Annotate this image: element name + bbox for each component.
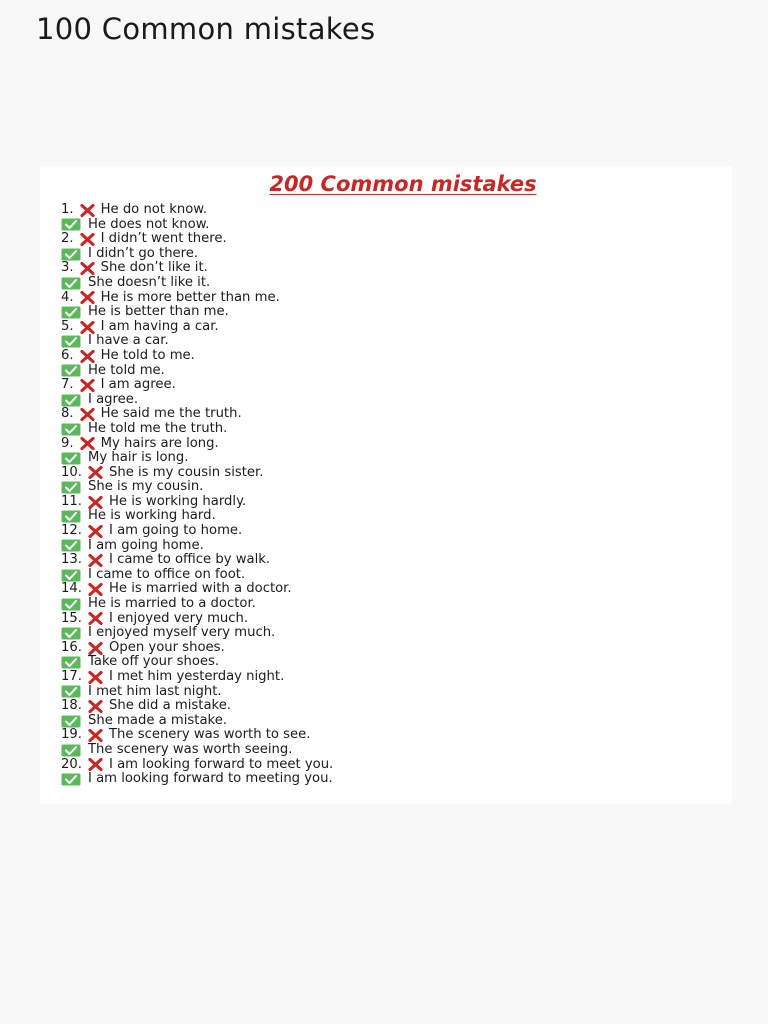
correct-sentence-row [61,685,333,700]
correct-sentence: I agree. [88,391,139,407]
wrong-sentence-row [61,203,333,218]
cross-mark-icon [87,466,104,479]
correct-sentence: Take off your shoes. [88,654,220,670]
item-number: 5. [61,318,74,334]
check-box-icon [61,685,81,698]
check-box-icon [61,218,81,231]
wrong-sentence-row [61,612,333,627]
wrong-sentence: I came to office by walk. [108,552,271,568]
check-box-icon [61,452,81,465]
cross-mark-icon [79,408,96,421]
cross-mark-icon [87,525,104,538]
check-box-icon [61,277,81,290]
correct-sentence-row [61,743,333,758]
item-number: 14. [61,581,82,597]
check-box-icon [61,744,81,757]
check-box-icon [61,569,81,582]
wrong-sentence-row [61,582,333,597]
correct-sentence-row [61,451,333,466]
correct-sentence-row [61,480,333,495]
cross-mark-icon [87,758,104,771]
check-box-icon [61,510,81,523]
wrong-sentence-row [61,524,333,539]
correct-sentence: He told me the truth. [88,420,228,436]
correct-sentence-row [61,655,333,670]
correct-sentence-row [61,714,333,729]
correct-sentence-row [61,305,333,320]
item-number: 18. [61,698,82,714]
item-number: 4. [61,289,74,305]
check-box-icon [61,248,81,261]
wrong-sentence: She is my cousin sister. [108,464,264,480]
check-box-icon [61,423,81,436]
correct-sentence-row [61,364,333,379]
wrong-sentence-row [61,349,333,364]
check-box-icon [61,364,81,377]
wrong-sentence: The scenery was worth to see. [108,727,311,743]
item-number: 8. [61,406,74,422]
item-number: 1. [61,202,74,217]
correct-sentence: She is my cousin. [88,479,204,495]
wrong-sentence: She did a mistake. [108,698,231,714]
wrong-sentence-row [61,758,333,773]
check-box-icon [61,306,81,319]
correct-sentence: He is better than me. [88,304,229,320]
item-number: 19. [61,727,82,743]
wrong-sentence: Open your shoes. [108,639,225,655]
correct-sentence: I came to office on foot. [88,566,246,582]
cross-mark-icon [87,496,104,509]
cross-mark-icon [79,262,96,275]
item-number: 17. [61,669,82,684]
check-box-icon [61,656,81,669]
item-number: 2. [61,231,74,247]
correct-sentence-row [61,509,333,524]
item-number: 6. [61,347,74,363]
cross-mark-icon [87,700,104,713]
item-number: 7. [61,377,74,393]
item-number: 16. [61,639,82,655]
wrong-sentence-row [61,407,333,422]
cross-mark-icon [87,554,104,567]
mistakes-list [61,203,333,787]
item-number: 15. [61,610,82,626]
correct-sentence-row [61,539,333,554]
wrong-sentence-row [61,232,333,247]
correct-sentence: He is married to a doctor. [88,596,256,612]
correct-sentence-row [61,247,333,262]
wrong-sentence: I am having a car. [100,318,219,334]
correct-sentence-row [61,626,333,641]
correct-sentence-row [61,276,333,291]
correct-sentence-row [61,393,333,408]
cross-mark-icon [79,204,96,217]
cross-mark-icon [87,642,104,655]
correct-sentence-row [61,218,333,233]
cross-mark-icon [79,379,96,392]
check-box-icon [61,481,81,494]
cross-mark-icon [79,321,96,334]
correct-sentence: He is working hard. [88,508,216,524]
wrong-sentence: He is working hardly. [108,493,247,509]
correct-sentence-row [61,772,333,787]
page-title: 100 Common mistakes [36,12,376,46]
wrong-sentence: He is married with a doctor. [108,581,292,597]
correct-sentence: I have a car. [88,333,169,349]
cross-mark-icon [87,729,104,742]
wrong-sentence: My hairs are long. [100,435,219,451]
wrong-sentence: He do not know. [100,202,208,217]
correct-sentence: She doesn’t like it. [88,274,211,290]
check-box-icon [61,715,81,728]
correct-sentence-row [61,597,333,612]
wrong-sentence-row [61,728,333,743]
wrong-sentence-row [61,495,333,510]
cross-mark-icon [87,671,104,684]
correct-sentence: I met him last night. [88,683,222,699]
wrong-sentence: I am looking forward to meet you. [108,756,334,772]
correct-sentence: I enjoyed myself very much. [88,625,276,641]
correct-sentence-row [61,334,333,349]
correct-sentence: I didn’t go there. [88,245,199,261]
correct-sentence-row [61,568,333,583]
wrong-sentence-row [61,261,333,276]
correct-sentence: She made a mistake. [88,712,228,728]
cross-mark-icon [79,437,96,450]
correct-sentence: I am looking forward to meeting you. [88,771,333,787]
wrong-sentence-row [61,553,333,568]
correct-sentence: The scenery was worth seeing. [88,741,293,757]
item-number: 3. [61,260,74,276]
correct-sentence: He told me. [88,362,165,378]
item-number: 20. [61,756,82,772]
item-number: 11. [61,493,82,509]
wrong-sentence: I am agree. [100,377,176,393]
check-box-icon [61,394,81,407]
wrong-sentence: She don’t like it. [100,260,208,276]
correct-sentence-row [61,422,333,437]
cross-mark-icon [87,612,104,625]
check-box-icon [61,335,81,348]
document-heading: 200 Common mistakes [269,172,537,196]
wrong-sentence-row [61,466,333,481]
item-number: 12. [61,523,82,539]
wrong-sentence: He told to me. [100,347,195,363]
check-box-icon [61,598,81,611]
wrong-sentence-row [61,670,333,685]
item-number: 13. [61,552,82,568]
check-box-icon [61,627,81,640]
wrong-sentence-row [61,699,333,714]
correct-sentence: He does not know. [88,216,210,232]
document-image [40,166,732,804]
wrong-sentence: I enjoyed very much. [108,610,249,626]
wrong-sentence: He said me the truth. [100,406,242,422]
cross-mark-icon [79,291,96,304]
item-number: 10. [61,464,82,480]
item-number: 9. [61,435,74,451]
cross-mark-icon [79,350,96,363]
correct-sentence: I am going home. [88,537,204,553]
wrong-sentence: He is more better than me. [100,289,280,305]
check-box-icon [61,539,81,552]
wrong-sentence-row [61,291,333,306]
correct-sentence: My hair is long. [88,450,189,466]
check-box-icon [61,773,81,786]
wrong-sentence-row [61,641,333,656]
cross-mark-icon [87,583,104,596]
wrong-sentence: I am going to home. [108,523,243,539]
wrong-sentence-row [61,437,333,452]
cross-mark-icon [79,233,96,246]
wrong-sentence: I met him yesterday night. [108,669,285,684]
wrong-sentence-row [61,378,333,393]
wrong-sentence: I didn’t went there. [100,231,227,247]
wrong-sentence-row [61,320,333,335]
